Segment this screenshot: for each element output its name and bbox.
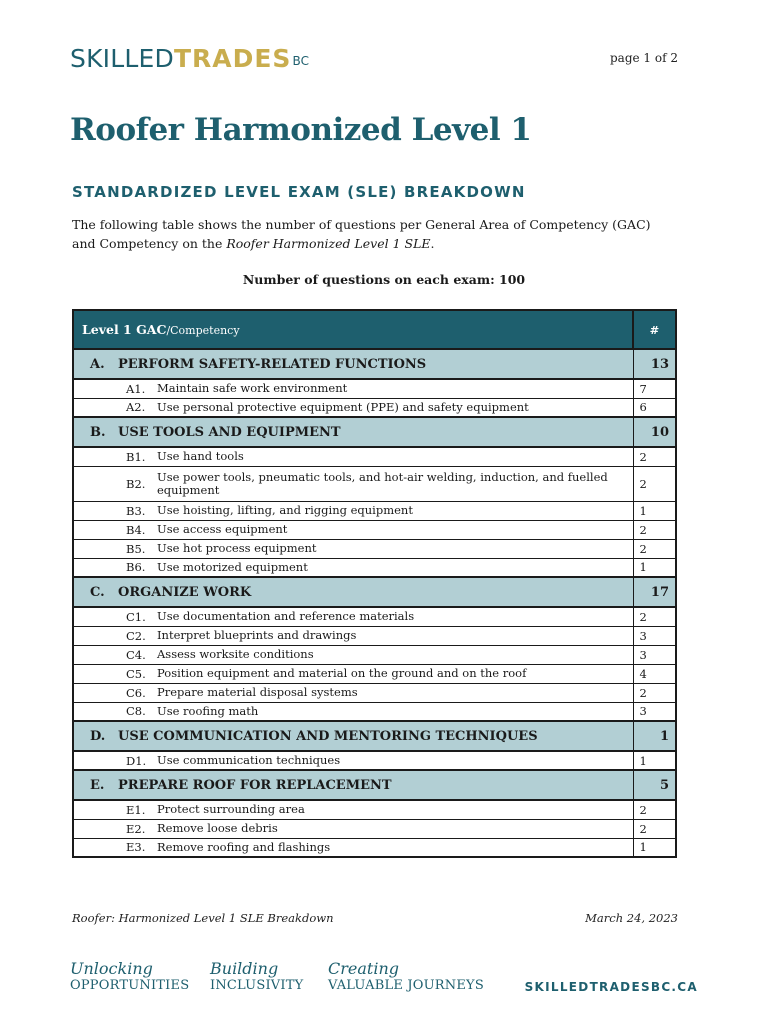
tagline-creating bbox=[328, 960, 484, 994]
competency-cell bbox=[73, 447, 633, 466]
competency-code: C5. bbox=[126, 666, 146, 681]
competency-code: C6. bbox=[126, 685, 146, 700]
competency-cell bbox=[73, 501, 633, 520]
competency-question-count: 2 bbox=[633, 800, 676, 819]
competency-name: Use communication techniques bbox=[157, 753, 341, 767]
gac-name-cell bbox=[73, 721, 633, 751]
competency-name: Use personal protective equipment (PPE) and safety equipment bbox=[157, 399, 529, 414]
gac-question-count: 13 bbox=[633, 349, 676, 379]
logo-bc-text: BC bbox=[292, 54, 310, 68]
page-indicator: page 1 of 2 bbox=[610, 51, 678, 65]
competency-cell bbox=[73, 398, 633, 417]
competency-code: B4. bbox=[126, 522, 146, 537]
competency-question-count: 6 bbox=[633, 398, 676, 417]
questions-per-exam: Number of questions on each exam: 100 bbox=[242, 272, 526, 287]
competency-cell bbox=[73, 558, 633, 577]
competency-question-count: 2 bbox=[633, 447, 676, 466]
gac-row bbox=[73, 721, 676, 751]
competency-name: Maintain safe work environment bbox=[157, 381, 348, 396]
competency-question-count: 2 bbox=[633, 466, 676, 501]
competency-cell bbox=[73, 520, 633, 539]
competency-code: C8. bbox=[126, 704, 146, 719]
competency-name: Use motorized equipment bbox=[157, 559, 308, 574]
intro-exam-name: Roofer Harmonized Level 1 SLE bbox=[226, 236, 431, 251]
competency-row bbox=[73, 447, 676, 466]
competency-row bbox=[73, 800, 676, 819]
competency-name: Assess worksite conditions bbox=[157, 647, 314, 661]
competency-name: Use hand tools bbox=[157, 449, 244, 464]
competency-cell bbox=[73, 800, 633, 819]
tagline-1-line2: OPPORTUNITIES bbox=[70, 978, 190, 993]
table-header-row bbox=[73, 310, 676, 349]
gac-title: PERFORM SAFETY-RELATED FUNCTIONS bbox=[118, 356, 427, 372]
gac-title: PREPARE ROOF FOR REPLACEMENT bbox=[118, 777, 392, 793]
competency-row bbox=[73, 664, 676, 683]
gac-letter: C. bbox=[90, 584, 105, 600]
competency-code: D1. bbox=[126, 753, 147, 768]
tagline-unlocking bbox=[70, 960, 189, 994]
competency-name: Use power tools, pneumatic tools, and hot-air welding, induction, and fuelled equipment bbox=[157, 469, 608, 497]
intro-paragraph bbox=[72, 215, 672, 253]
competency-code: B2. bbox=[126, 476, 146, 491]
competency-question-count: 1 bbox=[633, 751, 676, 770]
competency-cell bbox=[73, 539, 633, 558]
competency-row bbox=[73, 838, 676, 857]
competency-code: B6. bbox=[126, 560, 146, 575]
gac-name-cell bbox=[73, 349, 633, 379]
gac-question-count: 5 bbox=[633, 770, 676, 800]
competency-name: Prepare material disposal systems bbox=[157, 685, 358, 699]
competency-name: Use hoisting, lifting, and rigging equipment bbox=[157, 503, 413, 517]
footer-document-name: Roofer: Harmonized Level 1 SLE Breakdown bbox=[72, 911, 334, 925]
competency-cell bbox=[73, 702, 633, 721]
tagline-3-line2: VALUABLE JOURNEYS bbox=[328, 978, 484, 993]
competency-row bbox=[73, 819, 676, 838]
gac-question-count: 1 bbox=[633, 721, 676, 751]
competency-row bbox=[73, 466, 676, 501]
competency-cell bbox=[73, 838, 633, 857]
competency-row bbox=[73, 607, 676, 626]
competency-cell bbox=[73, 607, 633, 626]
competency-code: A1. bbox=[126, 381, 146, 396]
competency-question-count: 3 bbox=[633, 645, 676, 664]
competency-question-count: 1 bbox=[633, 501, 676, 520]
competency-code: C1. bbox=[126, 609, 146, 624]
competency-cell bbox=[73, 645, 633, 664]
competency-cell bbox=[73, 664, 633, 683]
document-subtitle: STANDARDIZED LEVEL EXAM (SLE) BREAKDOWN bbox=[72, 183, 526, 201]
tagline-2-line1: Building bbox=[210, 959, 279, 978]
competency-question-count: 4 bbox=[633, 664, 676, 683]
competency-row bbox=[73, 379, 676, 398]
competency-code: B5. bbox=[126, 541, 146, 556]
competency-question-count: 2 bbox=[633, 520, 676, 539]
competency-row bbox=[73, 626, 676, 645]
competency-code: E2. bbox=[126, 821, 146, 836]
gac-title: USE COMMUNICATION AND MENTORING TECHNIQUES bbox=[118, 728, 538, 744]
competency-code: B1. bbox=[126, 449, 146, 464]
competency-cell bbox=[73, 751, 633, 770]
gac-question-count: 17 bbox=[633, 577, 676, 607]
competency-name: Interpret blueprints and drawings bbox=[157, 628, 357, 642]
competency-name: Use hot process equipment bbox=[157, 541, 317, 555]
header-gac-cell bbox=[73, 310, 633, 349]
competency-row bbox=[73, 520, 676, 539]
gac-row bbox=[73, 417, 676, 447]
competency-code: B3. bbox=[126, 503, 146, 518]
competency-row bbox=[73, 645, 676, 664]
competency-name: Protect surrounding area bbox=[157, 802, 305, 817]
tagline-1-line1: Unlocking bbox=[70, 959, 153, 978]
gac-letter: D. bbox=[90, 728, 106, 744]
gac-row bbox=[73, 770, 676, 800]
competency-code: C4. bbox=[126, 647, 146, 662]
competency-row bbox=[73, 702, 676, 721]
competency-name: Use roofing math bbox=[157, 703, 259, 718]
competency-question-count: 3 bbox=[633, 702, 676, 721]
competency-question-count: 2 bbox=[633, 539, 676, 558]
competency-cell bbox=[73, 379, 633, 398]
competency-question-count: 2 bbox=[633, 683, 676, 702]
competency-cell bbox=[73, 626, 633, 645]
competency-name: Position equipment and material on the ground and on the roof bbox=[157, 666, 527, 680]
competency-question-count: 3 bbox=[633, 626, 676, 645]
header-count-label: # bbox=[633, 310, 676, 349]
competency-question-count: 2 bbox=[633, 607, 676, 626]
competency-row bbox=[73, 398, 676, 417]
competency-question-count: 7 bbox=[633, 379, 676, 398]
competency-code: E1. bbox=[126, 802, 146, 817]
skilledtradesbc-logo bbox=[70, 45, 309, 73]
competency-row bbox=[73, 539, 676, 558]
tagline-3-line1: Creating bbox=[328, 959, 399, 978]
sle-breakdown-table bbox=[72, 309, 677, 858]
document-title: Roofer Harmonized Level 1 bbox=[70, 112, 532, 148]
competency-cell bbox=[73, 466, 633, 501]
gac-title: USE TOOLS AND EQUIPMENT bbox=[118, 424, 341, 440]
competency-code: A2. bbox=[126, 400, 146, 415]
intro-period: . bbox=[430, 236, 435, 251]
competency-cell bbox=[73, 819, 633, 838]
gac-letter: E. bbox=[90, 777, 105, 793]
logo-skilled-text: SKILLED bbox=[70, 44, 174, 73]
header-gac-label: Level 1 GAC bbox=[82, 322, 167, 337]
website-link[interactable]: SKILLEDTRADESBC.CA bbox=[524, 980, 698, 994]
competency-code: E3. bbox=[126, 840, 146, 855]
header-competency-label: /Competency bbox=[166, 324, 240, 337]
logo-trades-text: TRADES bbox=[173, 44, 292, 73]
competency-name: Remove roofing and flashings bbox=[157, 839, 331, 854]
gac-name-cell bbox=[73, 770, 633, 800]
gac-row bbox=[73, 349, 676, 379]
gac-letter: B. bbox=[90, 424, 106, 440]
gac-name-cell bbox=[73, 577, 633, 607]
competency-code: C2. bbox=[126, 628, 146, 643]
footer-date: March 24, 2023 bbox=[585, 911, 678, 925]
competency-row bbox=[73, 683, 676, 702]
competency-question-count: 1 bbox=[633, 838, 676, 857]
competency-row bbox=[73, 501, 676, 520]
gac-question-count: 10 bbox=[633, 417, 676, 447]
competency-name: Use documentation and reference materials bbox=[157, 609, 415, 624]
gac-letter: A. bbox=[90, 356, 105, 372]
tagline-building bbox=[210, 960, 303, 994]
gac-row bbox=[73, 577, 676, 607]
competency-question-count: 2 bbox=[633, 819, 676, 838]
competency-row bbox=[73, 751, 676, 770]
gac-title: ORGANIZE WORK bbox=[118, 584, 252, 600]
intro-text: The following table shows the number of questions per General Area of Competency (GAC) and Competency on the bbox=[72, 217, 651, 251]
competency-question-count: 1 bbox=[633, 558, 676, 577]
competency-name: Remove loose debris bbox=[157, 821, 278, 835]
gac-name-cell bbox=[73, 417, 633, 447]
competency-row bbox=[73, 558, 676, 577]
competency-cell bbox=[73, 683, 633, 702]
competency-name: Use access equipment bbox=[157, 522, 288, 536]
tagline-2-line2: INCLUSIVITY bbox=[210, 978, 304, 993]
